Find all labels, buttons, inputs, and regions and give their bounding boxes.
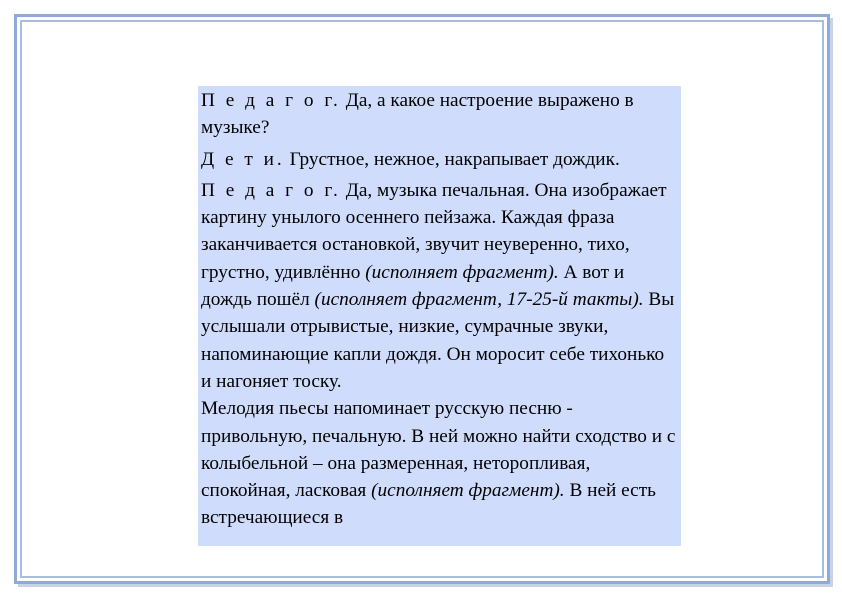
frame-shadow-right	[830, 18, 833, 586]
paragraph-text: В ней есть встречающиеся в	[201, 480, 656, 529]
text-box	[198, 86, 681, 546]
speaker-label: Д е т и.	[201, 148, 285, 170]
paragraph-text: А вот и дождь пошёл	[201, 261, 625, 311]
paragraph-melody-description	[201, 395, 677, 531]
frame-shadow-bottom	[18, 584, 833, 587]
paragraph-teacher-question	[201, 87, 677, 142]
speaker-label: П е д а г о г.	[201, 179, 341, 201]
stage-direction: (исполняет фрагмент).	[371, 480, 565, 502]
paragraph-text: Грустное, нежное, накрапывает дождик.	[284, 148, 620, 170]
paragraph-text: Мелодия пьесы напоминает русскую песню - привольную, печальную. В ней можно найти сходство и с колыбельной – она размеренная, неторопливая, спокойная, ласковая	[201, 398, 676, 502]
paragraph-text: Да, а какое настроение выражено в музыке?	[201, 90, 634, 139]
speaker-label: П е д а г о г.	[201, 90, 341, 111]
paragraph-teacher-explanation	[201, 177, 677, 395]
paragraph-children-answer	[201, 146, 677, 173]
paragraph-text: Вы услышали отрывистые, низкие, сумрачные звуки, напоминающие капли дождя. Он моросит себе тихонько и нагоняет тоску.	[201, 289, 675, 392]
stage-direction: (исполняет фрагмент, 17-25-й такты).	[314, 289, 644, 311]
paragraph-text: Да, музыка печальная. Она изображает картину унылого осеннего пейзажа. Каждая фраза заканчивается остановкой, звучит неуверенно, тихо, грустно, удивлённо	[201, 179, 667, 283]
stage-direction: (исполняет фрагмент).	[365, 261, 559, 283]
